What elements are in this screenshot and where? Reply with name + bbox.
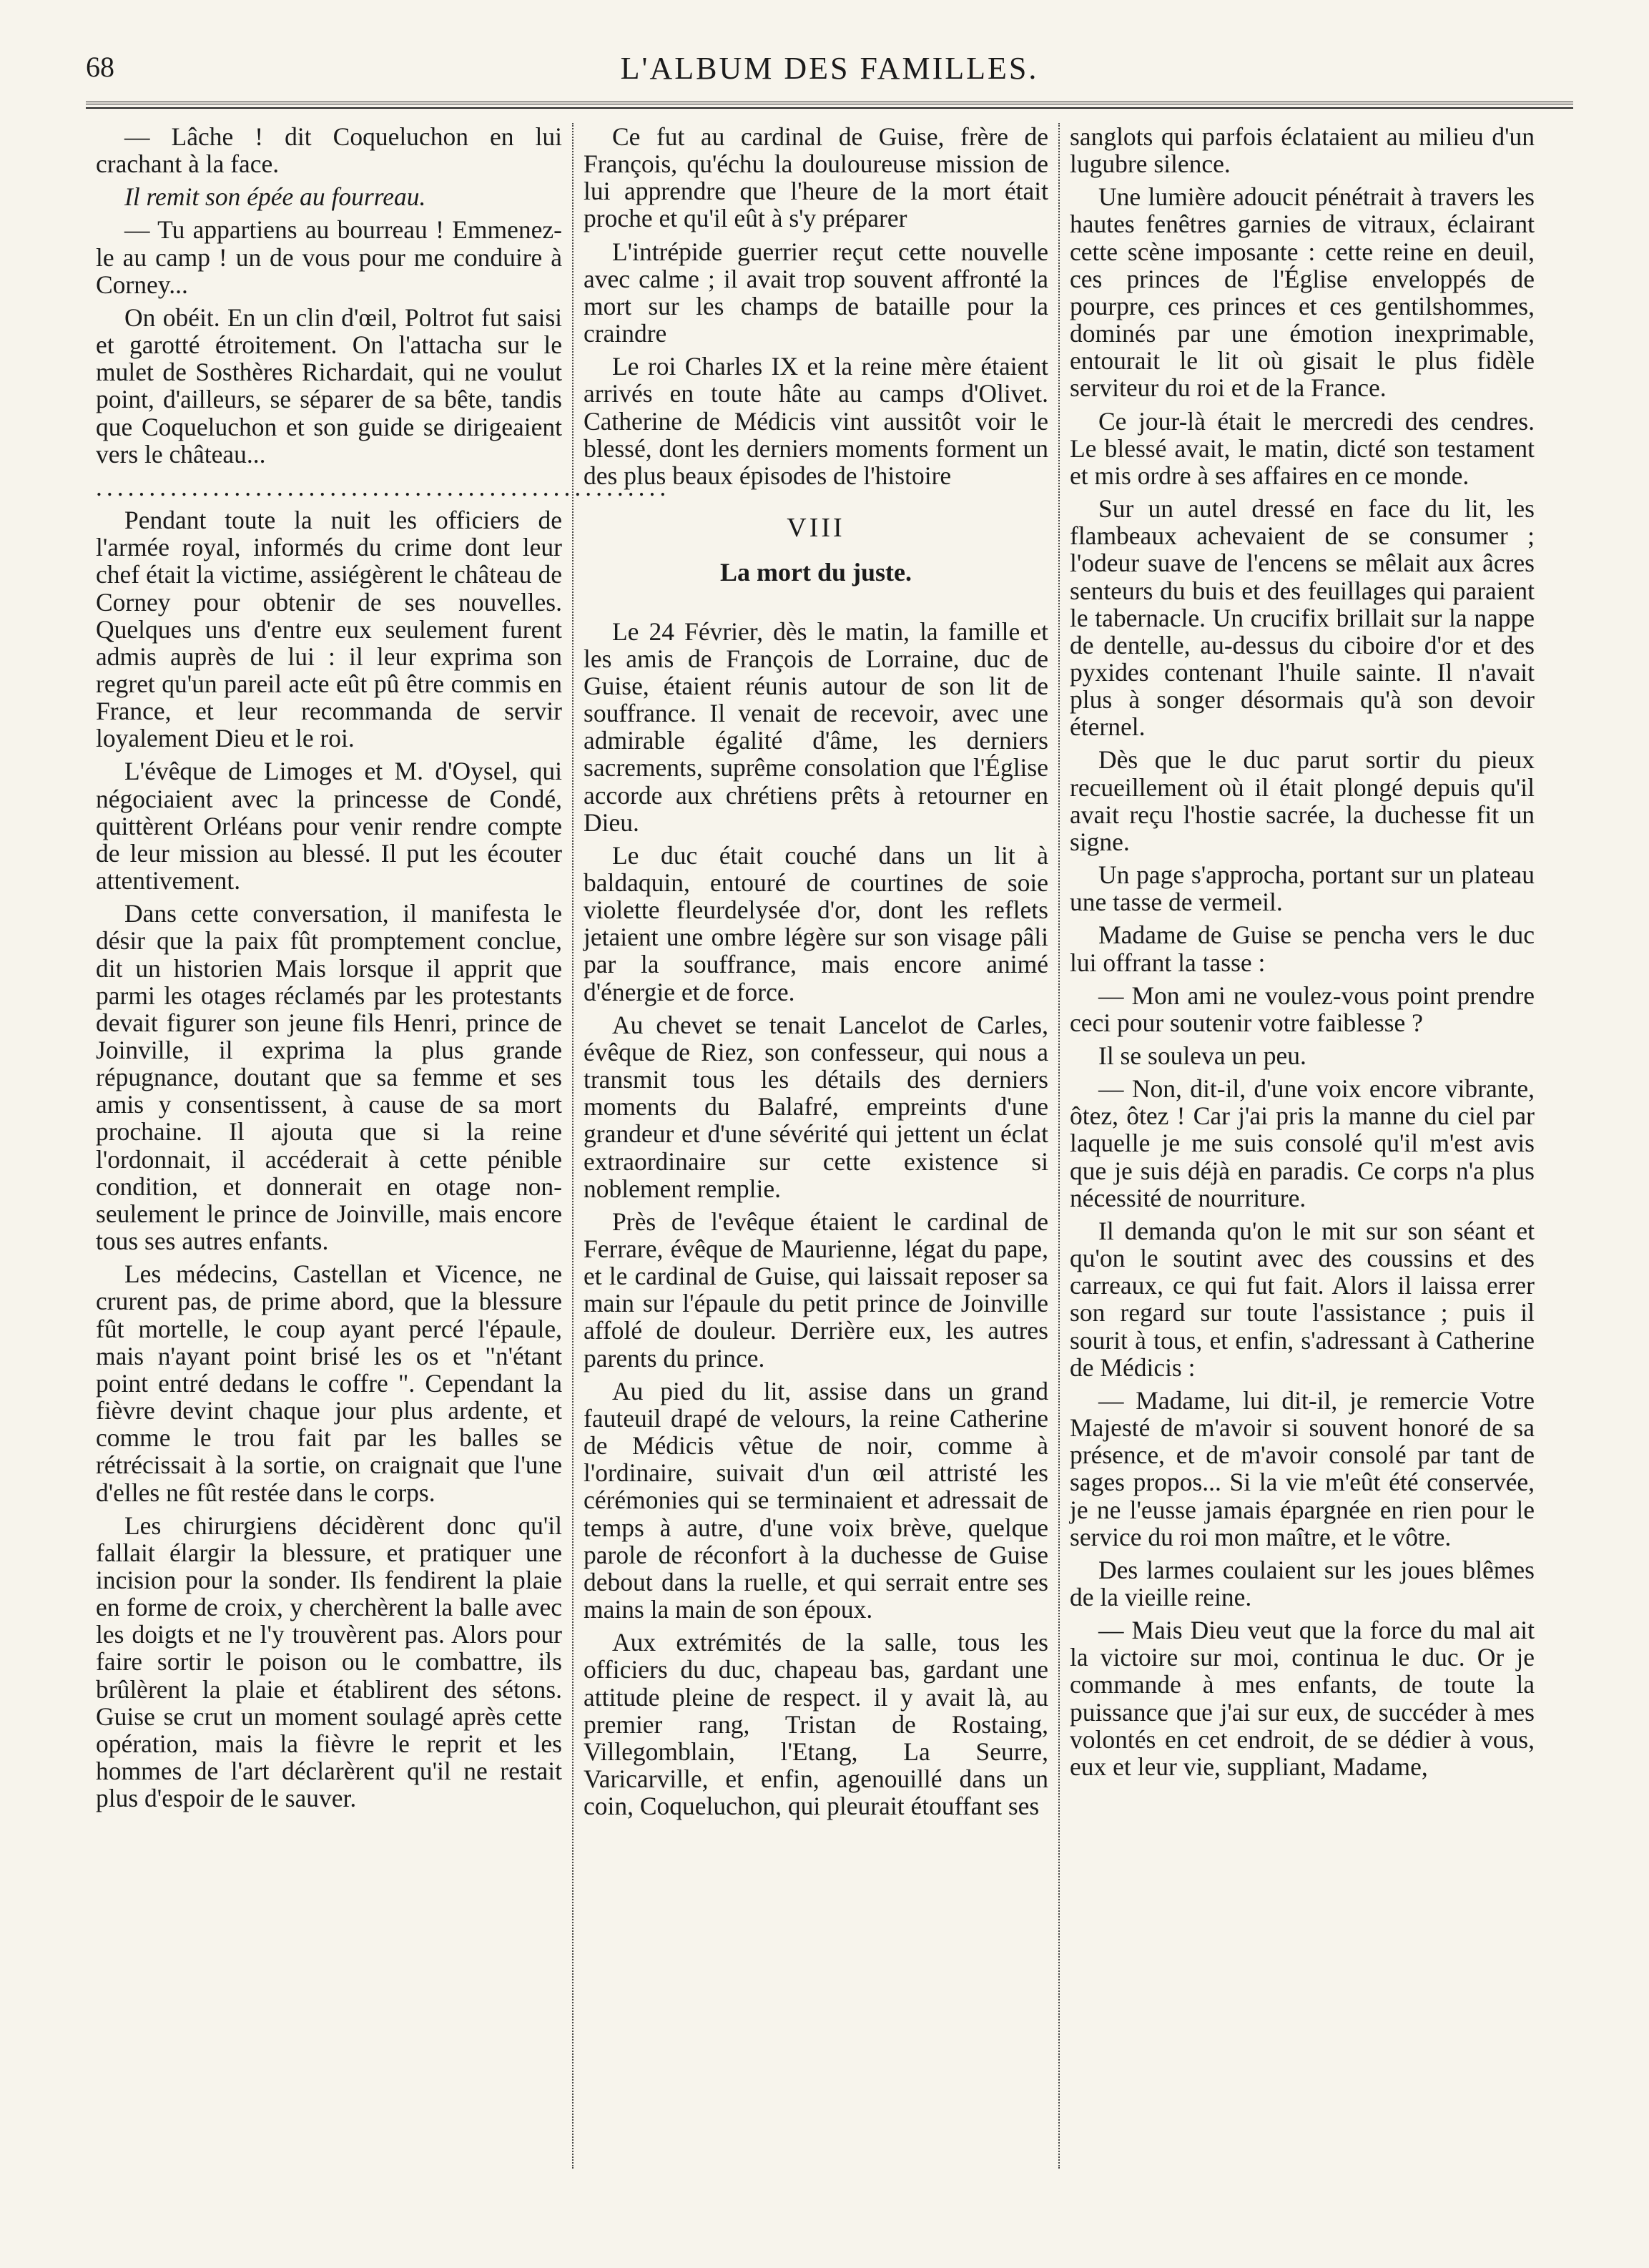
paragraph: Un page s'approcha, portant sur un plateau une tasse de vermeil.	[1070, 860, 1535, 917]
paragraph: Près de l'evêque étaient le cardinal de Ferrare, évêque de Maurienne, légat du pape, et le cardinal de Guise, qui laissait reposer sa main sur l'épaule du petit prince de Joinville affolé de douleur. Derrière eux, les autres parents du prince.	[584, 1207, 1048, 1373]
paragraph: Sur un autel dressé en face du lit, les flambeaux achevaient de se consumer ; l'odeur suave de l'encens se mêlait aux âcres senteurs du buis et des feuillages qui paraient le tabernacle. Un crucifix brillait sur la nappe de dentelle, au-dessus du ciboire d'or et des pyxides contenant l'huile sainte. Il n'avait plus à songer désormais qu'à son devoir éternel.	[1070, 494, 1535, 742]
paragraph: — Tu appartiens au bourreau ! Emmenez-le au camp ! un de vous pour me conduire à Corney...	[96, 215, 562, 299]
column-2	[572, 123, 1058, 2169]
paragraph: Ce jour-là était le mercredi des cendres. Le blessé avait, le matin, dicté son testament et mis ordre à ses affaires en ce monde.	[1070, 406, 1535, 490]
running-title: L'ALBUM DES FAMILLES.	[620, 51, 1039, 86]
paragraph: On obéit. En un clin d'œil, Poltrot fut saisi et garotté étroitement. On l'attacha sur le mulet de Sosthères Richardait, qui ne voulut point, d'ailleurs, se séparer de sa bête, tandis que Coqueluchon et son guide se dirigeaient vers le château...	[96, 303, 562, 468]
paragraph: Une lumière adoucit pénétrait à travers les hautes fenêtres garnies de vitraux, éclairant cette scène imposante : cette reine en deuil, ces princes de l'Église enveloppés de pourpre, ces princes et ces gentilshommes, dominés par une émotion inexprimable, entourait le lit où gisait le plus fidèle serviteur du roi et de la France.	[1070, 182, 1535, 403]
paragraph: Dans cette conversation, il manifesta le désir que la paix fût promptement conclue, dit un historien Mais lorsque il apprit que parmi les otages réclamés par les protestants devait figurer son jeune fils Henri, prince de Joinville, il exprima la plus grande répugnance, doutant que sa femme et ses amis y consentissent, à cause de sa mort prochaine. Il ajouta que si la reine l'ordonnait, il accéderait à cette pénible condition, et donnerait en otage non-seulement le prince de Joinville, mais encore tous ses autres enfants.	[96, 899, 562, 1256]
paragraph: Il remit son épée au fourreau.	[124, 182, 426, 212]
header-rule	[86, 102, 1573, 109]
paragraph: Des larmes coulaient sur les joues blêmes de la vieille reine.	[1070, 1555, 1535, 1611]
paragraph: L'intrépide guerrier reçut cette nouvelle avec calme ; il avait trop souvent affronté la mort sur les champs de bataille pour la craindre	[584, 237, 1048, 348]
paragraph: Pendant toute la nuit les officiers de l'armée royal, informés du crime dont leur chef était la victime, assiégèrent le château de Corney pour obtenir de ses nouvelles. Quelques uns d'entre eux seulement furent admis auprès de lui : il leur exprima son regret qu'un pareil acte eût pû être commis en France, et leur recommanda de servir loyalement Dieu et le roi.	[96, 506, 562, 753]
paragraph: Au chevet se tenait Lancelot de Carles, évêque de Riez, son confesseur, qui nous a transmit tous les détails des derniers moments du Balafré, empreints d'une grandeur et d'une sévérité qui jettent un éclat extraordinaire sur cette existence si noblement remplie.	[584, 1010, 1048, 1203]
page-header	[86, 50, 1573, 100]
text-columns	[86, 123, 1573, 2169]
column-1	[86, 122, 671, 2169]
paragraph: Les médecins, Castellan et Vicence, ne crurent pas, de prime abord, que la blessure fût mortelle, le coup ayant percé l'épaule, mais n'ayant point brisé les os et "n'étant point entré dedans le coffre ". Cependant la fièvre devint chaque jour plus ardente, et comme le trou fait par les balles se rétrécissait à la sortie, on craignait que l'une d'elles ne fût restée dans le corps.	[96, 1260, 562, 1507]
column-2-top	[584, 123, 1048, 489]
paragraph: ......................................................	[96, 472, 671, 501]
paragraph: — Lâche ! dit Coqueluchon en lui crachant à la face.	[96, 122, 562, 179]
paragraph: Il se souleva un peu.	[1098, 1041, 1306, 1070]
paragraph: Aux extrémités de la salle, tous les officiers du duc, chapeau bas, gardant une attitude pleine de respect. il y avait là, au premier rang, Tristan de Rostaing, Villegomblain, l'Etang, La Seurre, Varicarville, et enfin, agenouillé dans un coin, Coqueluchon, qui pleurait étouffant ses	[584, 1628, 1048, 1821]
paragraph: sanglots qui parfois éclataient au milieu d'un lugubre silence.	[1070, 122, 1535, 179]
paragraph: — Non, dit-il, d'une voix encore vibrante, ôtez, ôtez ! Car j'ai pris la manne du ciel par laquelle je me suis consolé qu'il m'est avis que je suis déjà en paradis. Ce corps n'a plus nécessité de nourriture.	[1070, 1074, 1535, 1212]
paragraph: Ce fut au cardinal de Guise, frère de François, qu'échu la douloureuse mission de lui apprendre que l'heure de la mort était proche et qu'il eût à s'y préparer	[584, 122, 1048, 233]
paragraph: Le roi Charles IX et la reine mère étaient arrivés en toute hâte au camps d'Olivet. Catherine de Médicis vint aussitôt voir le blessé, dont les derniers moments forment un des plus beaux épisodes de l'histoire	[584, 352, 1048, 490]
paragraph: — Madame, lui dit-il, je remercie Votre Majesté de m'avoir si souvent honoré de sa présence, et de m'avoir consolé par tant de sages propos... Si la vie m'eût été conservée, je ne l'eusse jamais épargnée en rien pour le service du roi mon maître, et le vôtre.	[1070, 1385, 1535, 1551]
section-number: VIII	[787, 513, 845, 544]
paragraph: L'évêque de Limoges et M. d'Oysel, qui négociaient avec la princesse de Condé, quittèrent Orléans pour venir rendre compte de leur mission au blessé. Il put les écouter attentivement.	[96, 757, 562, 895]
paragraph: Il demanda qu'on le mit sur son séant et qu'on le soutint avec des coussins et des carreaux, ce qui fut fait. Alors il laissa errer son regard sur toute l'assistance ; puis il sourit à tous, et enfin, s'adressant à Catherine de Médicis :	[1070, 1216, 1535, 1382]
paragraph: — Mon ami ne voulez-vous point prendre ceci pour soutenir votre faiblesse ?	[1070, 981, 1535, 1037]
section-title: La mort du juste.	[720, 557, 912, 586]
column-3	[1058, 123, 1545, 2169]
paragraph: Au pied du lit, assise dans un grand fauteuil drapé de velours, la reine Catherine de Médicis vêtue de noir, comme à l'ordinaire, suivait d'un œil attristé les cérémonies qui se terminaient et adressait de temps à autre, d'une voix brève, quelque parole de réconfort à la duchesse de Guise debout dans la ruelle, et qui serrait entre ses mains la main de son époux.	[584, 1376, 1048, 1624]
paragraph: Les chirurgiens décidèrent donc qu'il fallait élargir la blessure, et pratiquer une incision pour la sonder. Ils fendirent la plaie en forme de croix, y cherchèrent la balle avec les doigts et ne l'y trouvèrent pas. Alors pour faire sortir le poison ou le combattre, ils brûlèrent la plaie et établirent des sétons. Guise se crut un moment soulagé après cette opération, mais la fièvre le reprit et les hommes de l'art déclarèrent qu'il ne restait plus d'espoir de le sauver.	[96, 1511, 562, 1813]
paragraph: Le duc était couché dans un lit à baldaquin, entouré de courtines de soie violette fleurdelysée d'or, dont les reflets jetaient une ombre légère sur son visage pâli par la souffrance, mais encore animé d'énergie et de force.	[584, 840, 1048, 1006]
paragraph: — Mais Dieu veut que la force du mal ait la victoire sur moi, continua le duc. Or je commande à mes enfants, de toute la puissance que j'ai sur eux, de succéder à mes volontés en cet endroit, de se dédier à vous, eux et leur vie, suppliant, Madame,	[1070, 1616, 1535, 1781]
page-number: 68	[86, 51, 114, 83]
paragraph: Le 24 Février, dès le matin, la famille et les amis de François de Lorraine, duc de Guise, étaient réunis autour de son lit de souffrance. Il venait de recevoir, avec une admirable égalité d'âme, les derniers sacrements, suprême consolation que l'Église accorde aux chrétiens prêts à retourner en Dieu.	[584, 617, 1048, 837]
paragraph: Madame de Guise se pencha vers le duc lui offrant la tasse :	[1070, 921, 1535, 977]
column-2-bottom	[584, 618, 1048, 1820]
paragraph: Dès que le duc parut sortir du pieux recueillement où il était plongé depuis qu'il avait reçu l'hostie sacrée, la duchesse fit un signe.	[1070, 745, 1535, 856]
